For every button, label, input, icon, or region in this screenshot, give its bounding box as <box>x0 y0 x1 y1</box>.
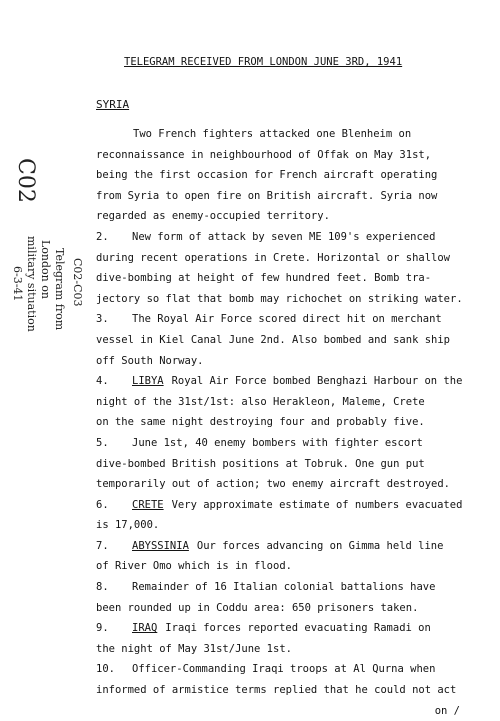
text-line: during recent operations in Crete. Horizontal or shallow <box>96 251 451 264</box>
handwritten-note-line: military situation <box>25 236 38 332</box>
text-line: informed of armistice terms replied that he could not act <box>96 684 457 697</box>
text-line: The Royal Air Force scored direct hit on merchant <box>132 313 442 326</box>
continuation-marker: on / <box>434 704 460 717</box>
paragraph-number: 3. <box>96 313 109 326</box>
paragraph-number: 6. <box>96 498 109 511</box>
paragraph-number: 5. <box>96 436 109 449</box>
paragraph-number: 2. <box>96 230 109 243</box>
text-line: night of the 31st/1st: also Herakleon, Maleme, Crete <box>96 395 425 408</box>
paragraph-number: 7. <box>96 539 109 552</box>
text-line: is 17,000. <box>96 519 160 532</box>
section-heading-syria: SYRIA <box>96 98 130 111</box>
numbered-paragraph-first-line <box>96 227 468 248</box>
text-line: off South Norway. <box>96 354 204 367</box>
subheading-iraq: IRAQ <box>132 622 158 635</box>
numbered-paragraph-first-line <box>96 433 468 454</box>
paragraph-number: 4. <box>96 375 109 388</box>
text-line: temporarily out of action; two enemy aircraft destroyed. <box>96 478 451 491</box>
text-line: the night of May 31st/June 1st. <box>96 642 292 655</box>
handwritten-reference-big: C02 <box>13 158 38 203</box>
text-line: on the same night destroying four and probably five. <box>96 416 425 429</box>
text-line: jectory so flat that bomb may richochet on striking water. <box>96 292 463 305</box>
numbered-paragraph-first-line <box>96 618 468 639</box>
paragraph-number: 9. <box>96 622 109 635</box>
numbered-paragraph-first-line <box>96 309 468 330</box>
text-line: regarded as enemy-occupied territory. <box>96 210 330 223</box>
text-line: Two French fighters attacked one Blenheim on <box>133 128 412 140</box>
text-line: of River Omo which is in flood. <box>96 560 292 573</box>
subheading-crete: CRETE <box>132 498 164 511</box>
subheading-abyssinia: ABYSSINIA <box>132 539 189 552</box>
text-line: dive-bombing at height of few hundred feet. Bomb tra- <box>96 272 432 285</box>
numbered-paragraph-first-line <box>96 659 468 680</box>
numbered-paragraph-first-line <box>96 577 468 598</box>
text-line: Iraqi forces reported evacuating Ramadi on <box>165 622 431 635</box>
text-line: Royal Air Force bombed Benghazi Harbour on the <box>171 375 463 388</box>
text-line: from Syria to open fire on British aircraft. Syria now <box>96 189 438 202</box>
paragraph-number: 8. <box>96 581 109 594</box>
telegram-body <box>96 124 468 721</box>
handwritten-reference-range: C02-C03 <box>71 258 84 307</box>
text-line: been rounded up in Coddu area: 650 prisoners taken. <box>96 601 419 614</box>
text-line: June 1st, 40 enemy bombers with fighter escort <box>132 436 423 449</box>
numbered-paragraph-first-line <box>96 371 468 392</box>
text-line: New form of attack by seven ME 109's experienced <box>132 230 436 243</box>
text-line: Very approximate estimate of numbers evacuated <box>171 498 463 511</box>
numbered-paragraph-first-line <box>96 536 468 557</box>
text-line: reconnaissance in neighbourhood of Offak on May 31st, <box>96 148 432 161</box>
text-line: Remainder of 16 Italian colonial battalions have <box>132 581 436 594</box>
text-line: vessel in Kiel Canal June 2nd. Also bombed and sank ship <box>96 333 451 346</box>
handwritten-note-line: 6-3-41 <box>11 266 24 302</box>
text-line: dive-bombed British positions at Tobruk. One gun put <box>96 457 425 470</box>
handwritten-note-line: London on <box>39 240 52 299</box>
text-line: Officer-Commanding Iraqi troops at Al Qurna when <box>132 663 436 676</box>
numbered-paragraph-first-line <box>96 495 468 516</box>
text-line: being the first occasion for French aircraft operating <box>96 169 438 182</box>
subheading-libya: LIBYA <box>132 375 164 388</box>
paragraph-number: 10. <box>96 663 115 676</box>
document-title: TELEGRAM RECEIVED FROM LONDON JUNE 3RD, 1941 <box>124 56 403 68</box>
text-line: Our forces advancing on Gimma held line <box>196 539 444 552</box>
handwritten-note-line: Telegram from <box>53 248 66 331</box>
